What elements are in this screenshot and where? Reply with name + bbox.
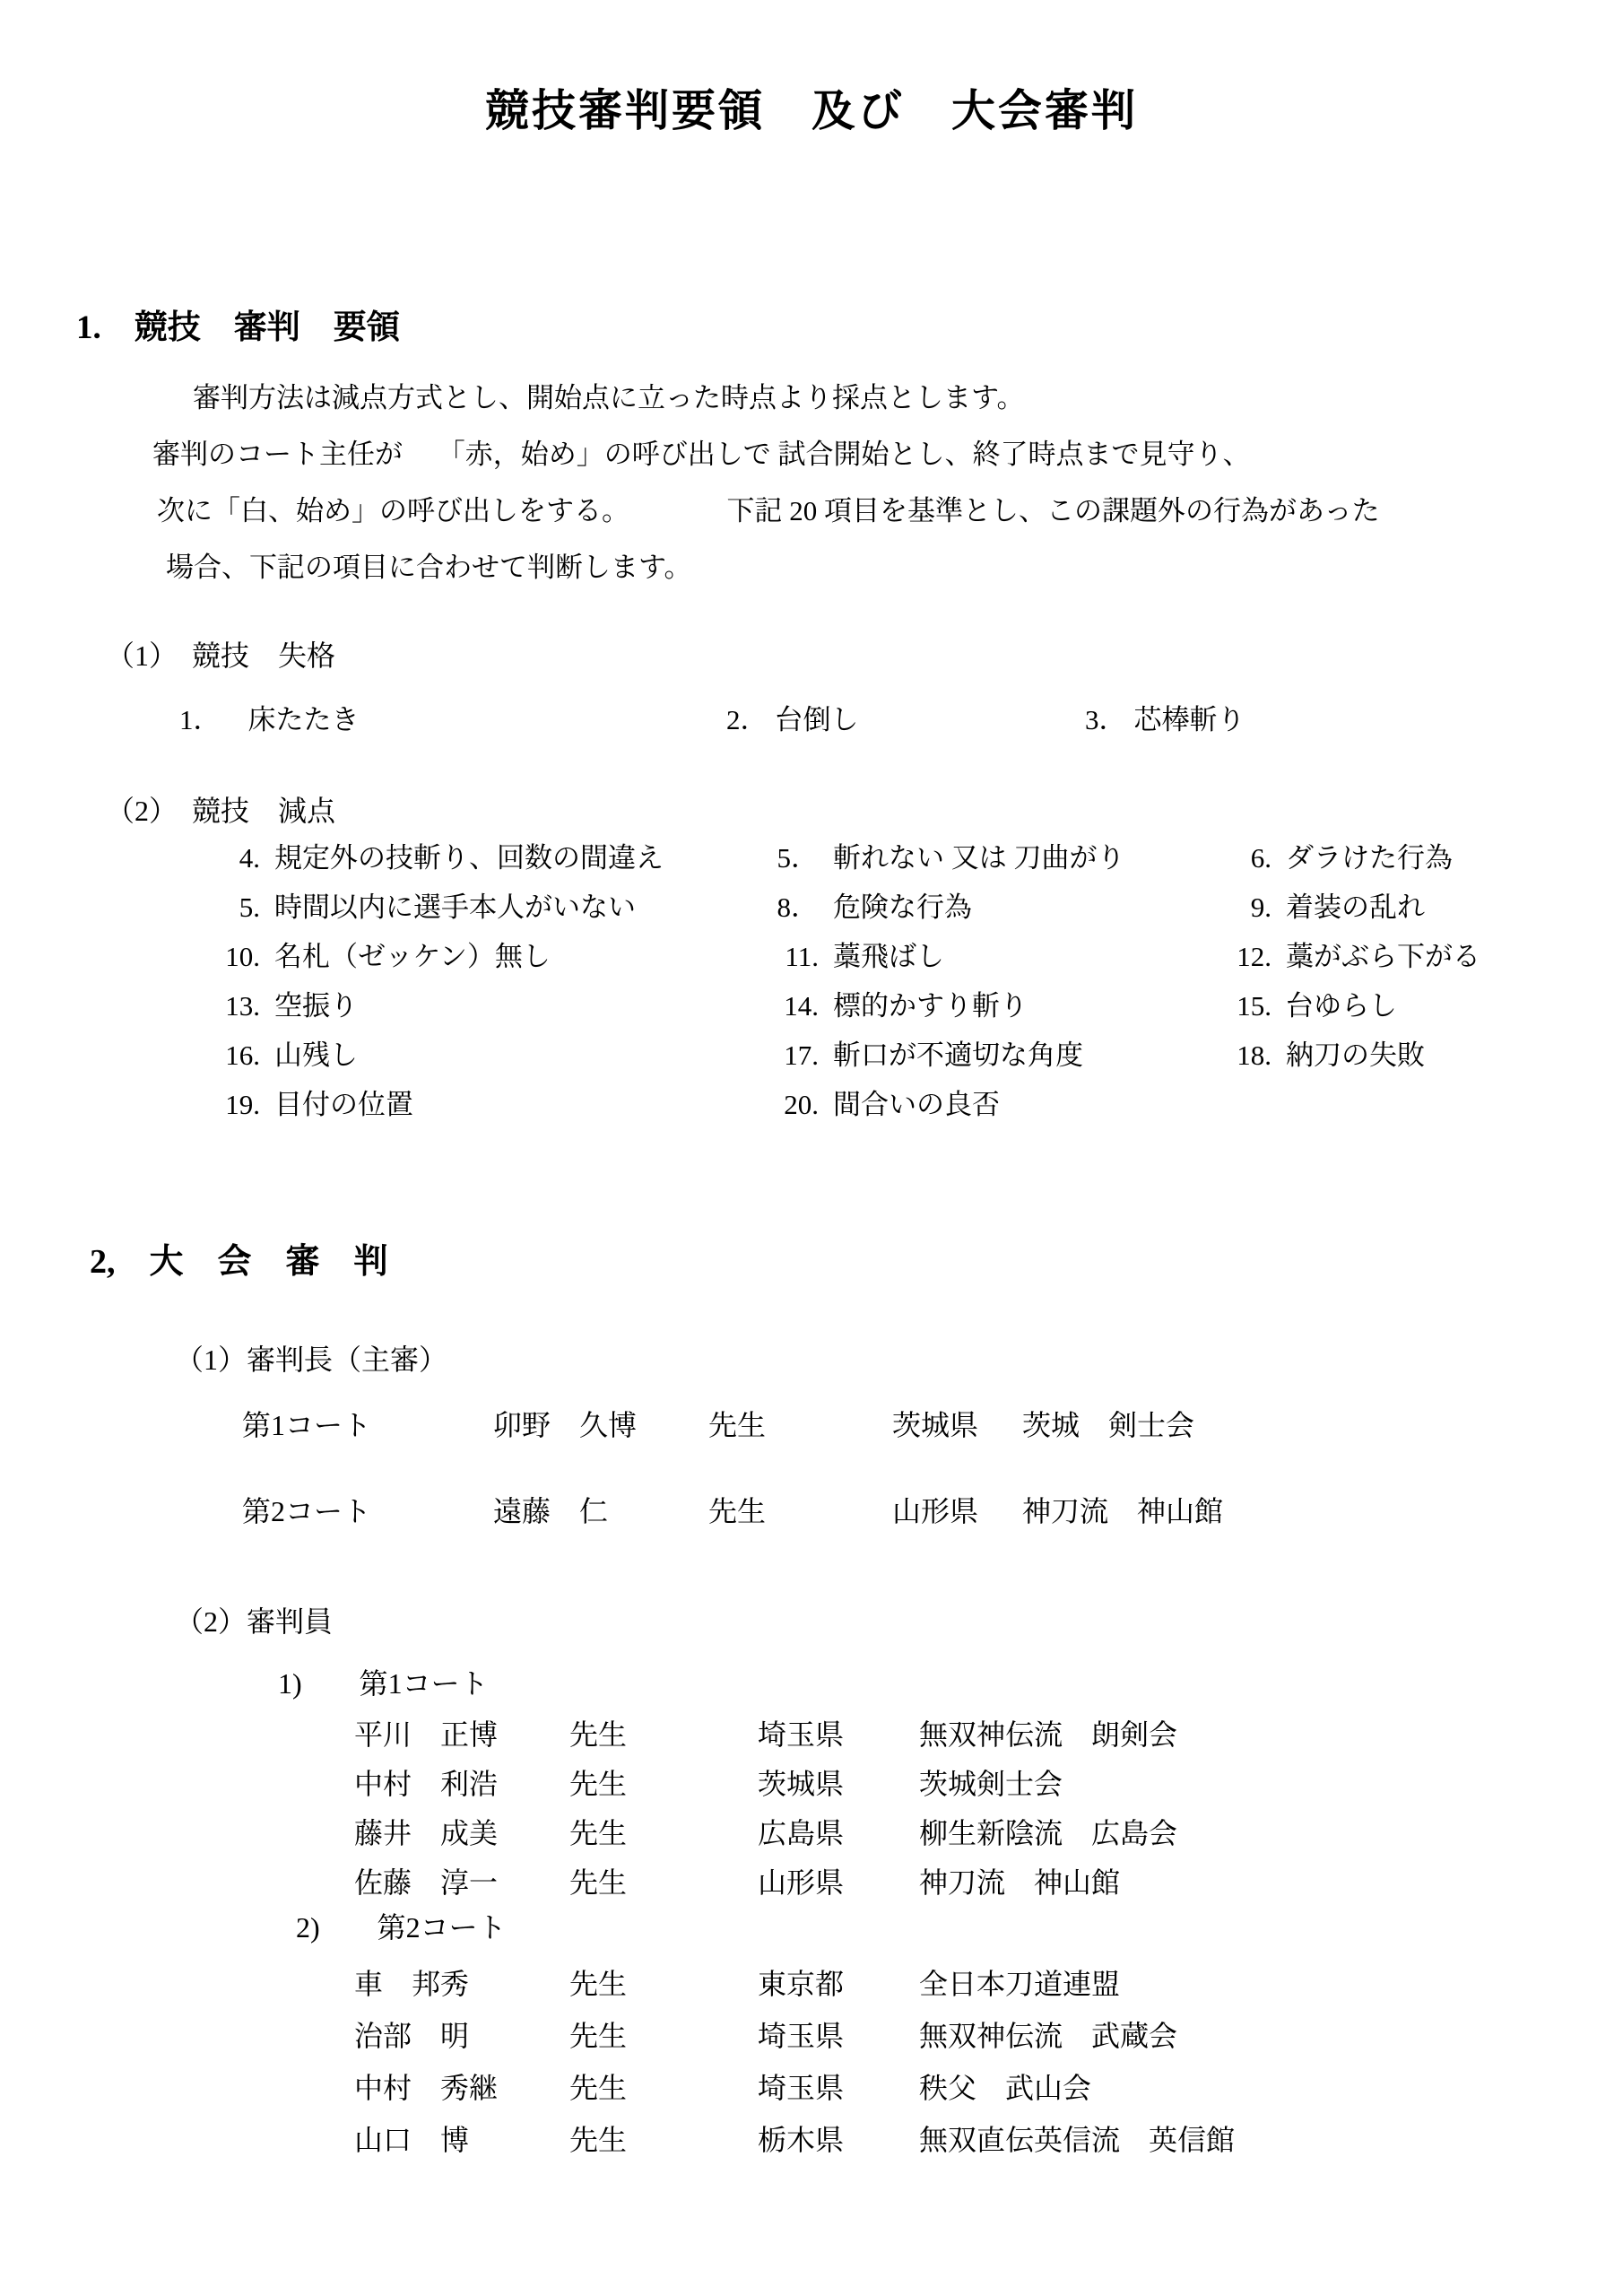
organization: 柳生新陰流 広島会 (919, 1817, 1178, 1850)
item-label: ダラけた行為 (1286, 841, 1453, 874)
deduction-item (130, 981, 776, 1031)
chief-judge-row-court1 (242, 1407, 1623, 1443)
item-number: 10. (225, 940, 260, 972)
prefecture: 埼玉県 (758, 2020, 845, 2053)
item-number: 3． (1085, 703, 1127, 735)
item-label: 台ゆらし (1286, 989, 1397, 1022)
item-label: 規定外の技斬り、回数の間違え (274, 841, 664, 874)
prefecture: 栃木県 (758, 2124, 845, 2157)
item-label: 藁がぶら下がる (1286, 940, 1480, 972)
deduction-row (130, 1080, 1623, 1129)
item-label: 空振り (274, 989, 358, 1022)
item-number: 4. (239, 841, 260, 874)
prefecture: 山形県 (892, 1494, 979, 1527)
judge-name: 治部 明 (354, 2020, 470, 2053)
judge-name: 藤井 成美 (354, 1817, 499, 1850)
deduction-item (1228, 1080, 1623, 1129)
deduction-item (776, 833, 1228, 883)
judge-name: 平川 正博 (354, 1718, 499, 1752)
court-name: 第2コート (242, 1494, 372, 1527)
judge-name: 車 邦秀 (354, 1968, 470, 2001)
deduction-item (130, 883, 776, 932)
item-label: 床たたき (247, 703, 360, 735)
item-number: 6. (1250, 841, 1271, 874)
deduction-item (1228, 1031, 1623, 1080)
deduction-item (776, 1031, 1228, 1080)
disqualification-item-1 (179, 702, 726, 738)
judges-heading: （2）審判員 (175, 1605, 334, 1638)
deduction-row (130, 981, 1623, 1031)
deduction-item (1228, 981, 1623, 1031)
judge-name: 佐藤 淳一 (354, 1866, 499, 1900)
item-number: 15. (1237, 989, 1271, 1022)
organization: 茨城剣士会 (919, 1768, 1063, 1801)
judge-row (354, 2062, 1623, 2114)
judge-title: 先生 (708, 1408, 767, 1441)
deduction-item (130, 1080, 776, 1129)
deduction-item (130, 833, 776, 883)
judge-row (354, 1710, 1623, 1760)
item-label: 危険な行為 (833, 891, 972, 923)
deduction-item (1228, 883, 1623, 932)
judge-title: 先生 (569, 1866, 628, 1900)
judge-row (354, 1958, 1623, 2010)
prefecture: 埼玉県 (758, 1718, 845, 1752)
court1-label: 1) 第1コート (278, 1667, 489, 1700)
item-label: 山残し (274, 1039, 358, 1071)
deduction-row (130, 1031, 1623, 1080)
document-title: 競技審判要領 及び 大会審判 (484, 86, 1138, 135)
judge-title: 先生 (569, 1768, 628, 1801)
item-number: 12. (1237, 940, 1271, 972)
judge-title: 先生 (569, 2124, 628, 2157)
judge-title: 先生 (569, 1718, 628, 1752)
item-number: 13. (225, 989, 260, 1022)
deduction-item (776, 932, 1228, 981)
item-number: 2． (726, 703, 768, 735)
deduction-row (130, 883, 1623, 932)
disqualification-block (0, 639, 1623, 737)
judge-name: 中村 秀継 (354, 2072, 499, 2105)
item-number: 1． (179, 703, 221, 735)
court-name: 第1コート (242, 1408, 372, 1441)
judge-row (354, 1760, 1623, 1809)
disqualification-heading: （1） 競技 失格 (106, 639, 336, 673)
judge-row (354, 2010, 1623, 2062)
deduction-heading: （2） 競技 減点 (106, 794, 336, 827)
organization: 神刀流 神山館 (919, 1866, 1121, 1900)
judge-title: 先生 (569, 2072, 628, 2105)
item-number: 17. (784, 1039, 819, 1071)
deduction-block (0, 794, 1623, 1129)
disqualification-item-2 (726, 702, 1085, 738)
deduction-item (776, 883, 1228, 932)
item-number: 16. (225, 1039, 260, 1071)
section-tournament-judges (0, 1242, 1623, 2166)
item-label: 台倒し (775, 703, 859, 735)
judge-name: 遠藤 仁 (493, 1494, 609, 1527)
item-label: 納刀の失敗 (1286, 1039, 1425, 1071)
deduction-row (130, 833, 1623, 883)
deduction-row (130, 932, 1623, 981)
chief-judge-row-court2 (242, 1493, 1623, 1529)
item-number: 5． (777, 841, 819, 874)
item-label: 斬れない 又は 刀曲がり (833, 841, 1125, 874)
prefecture: 茨城県 (892, 1408, 979, 1441)
disqualification-item-3 (1085, 702, 1623, 738)
section1-heading: 1. 競技 審判 要領 (76, 309, 400, 346)
deduction-item (776, 981, 1228, 1031)
organization: 神刀流 神山館 (1022, 1494, 1224, 1527)
prefecture: 東京都 (758, 1968, 845, 2001)
organization: 秩父 武山会 (919, 2072, 1092, 2105)
organization: 無双神伝流 武蔵会 (919, 2020, 1178, 2053)
judge-title: 先生 (569, 1968, 628, 2001)
deduction-item (1228, 932, 1623, 981)
item-number: 9. (1250, 891, 1271, 923)
prefecture: 広島県 (758, 1817, 845, 1850)
organization: 無双神伝流 朗剣会 (919, 1718, 1178, 1752)
item-label: 藁飛ばし (833, 940, 944, 972)
item-number: 19. (225, 1088, 260, 1120)
judge-title: 先生 (708, 1494, 767, 1527)
paragraph-line-1: 審判方法は減点方式とし、開始点に立った時点より採点とします。 (193, 382, 1025, 414)
court2-label: 2) 第2コート (296, 1911, 507, 1944)
judge-row (354, 1809, 1623, 1858)
paragraph-line-4: 場合、下記の項目に合わせて判断します。 (166, 552, 692, 584)
judge-row (354, 2114, 1623, 2166)
disqualification-items (179, 702, 1623, 738)
item-label: 間合いの良否 (833, 1088, 1000, 1120)
paragraph-line-2: 審判のコート主任が 「赤，始め」の呼び出しで 試合開始とし、終了時点まで見守り、 (152, 439, 1251, 471)
judge-title: 先生 (569, 1817, 628, 1850)
prefecture: 埼玉県 (758, 2072, 845, 2105)
paragraph-line-3: 次に「白、始め」の呼び出しをする。 下記 20 項目を基準とし、この課題外の行為があった (157, 495, 1380, 527)
deduction-item (130, 932, 776, 981)
item-number: 11. (785, 940, 819, 972)
item-number: 8． (777, 891, 819, 923)
judge-name: 卯野 久博 (493, 1408, 638, 1441)
item-label: 目付の位置 (274, 1088, 413, 1120)
item-number: 20. (784, 1088, 819, 1120)
judge-row (354, 1858, 1623, 1908)
organization: 全日本刀道連盟 (919, 1968, 1121, 2001)
court2-judges-list (0, 1958, 1623, 2166)
judging-method-paragraph (0, 370, 1623, 596)
item-label: 斬口が不適切な角度 (833, 1039, 1083, 1071)
section2-heading: 2, 大 会 審 判 (90, 1242, 388, 1281)
item-label: 標的かすり斬り (833, 989, 1028, 1022)
organization: 無双直伝英信流 英信館 (919, 2124, 1236, 2157)
item-label: 名札（ゼッケン）無し (274, 940, 551, 972)
judge-name: 山口 博 (354, 2124, 470, 2157)
organization: 茨城 剣士会 (1022, 1408, 1195, 1441)
item-label: 着装の乱れ (1286, 891, 1425, 923)
item-label: 時間以内に選手本人がいない (274, 891, 636, 923)
deduction-items-grid (130, 833, 1623, 1129)
deduction-item (130, 1031, 776, 1080)
item-number: 14. (784, 989, 819, 1022)
item-number: 18. (1237, 1039, 1271, 1071)
court1-judges-list (0, 1710, 1623, 1908)
item-number: 5. (239, 891, 260, 923)
deduction-item (1228, 833, 1623, 883)
chief-judge-heading: （1）審判長（主審） (175, 1343, 448, 1376)
deduction-item (776, 1080, 1228, 1129)
prefecture: 山形県 (758, 1866, 845, 1900)
item-label: 芯棒斬り (1133, 703, 1245, 735)
section-competition-judging (0, 309, 1623, 1129)
judge-name: 中村 利浩 (354, 1768, 499, 1801)
judge-title: 先生 (569, 2020, 628, 2053)
prefecture: 茨城県 (758, 1768, 845, 1801)
